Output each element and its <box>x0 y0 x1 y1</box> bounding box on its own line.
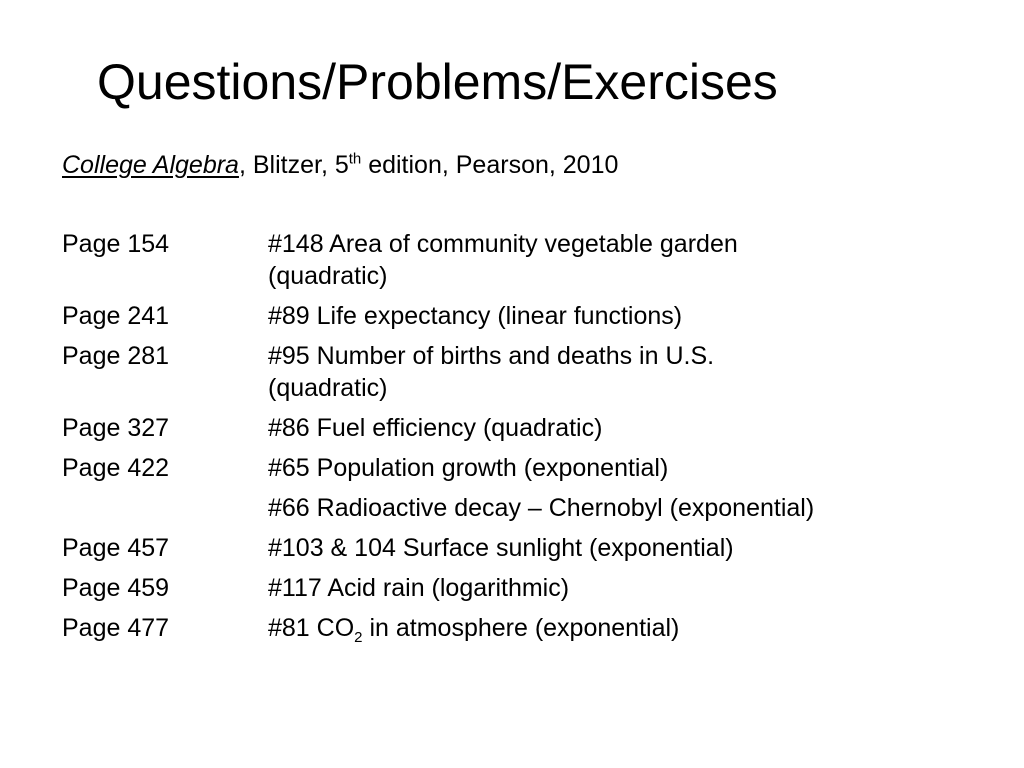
exercise-desc: #95 Number of births and deaths in U.S. (quadratic) <box>268 342 715 402</box>
page-ref: Page 459 <box>62 574 170 602</box>
page-ref: Page 422 <box>62 454 170 482</box>
edition-superscript: th <box>348 150 362 168</box>
exercise-row <box>62 452 982 484</box>
slide-title: Questions/Problems/Exercises <box>97 54 778 110</box>
exercise-row <box>62 228 982 292</box>
exercise-desc: #89 Life expectancy (linear functions) <box>268 302 683 330</box>
citation-publisher: edition, Pearson, 2010 <box>361 151 619 179</box>
book-title: College Algebra <box>62 151 239 179</box>
book-citation <box>62 147 618 183</box>
exercise-row <box>62 412 982 444</box>
exercise-desc: #117 Acid rain (logarithmic) <box>268 574 570 602</box>
exercise-row <box>62 532 982 564</box>
exercise-row <box>62 572 982 604</box>
page-ref: Page 457 <box>62 534 170 562</box>
exercise-desc: #103 & 104 Surface sunlight (exponential) <box>268 534 734 562</box>
exercise-list <box>62 228 982 652</box>
exercise-row <box>62 300 982 332</box>
page-ref: Page 154 <box>62 230 170 258</box>
exercise-desc: #66 Radioactive decay – Chernobyl (exponential) <box>268 494 815 522</box>
page-ref: Page 327 <box>62 414 170 442</box>
page-ref: Page 241 <box>62 302 170 330</box>
page-ref: Page 281 <box>62 342 170 370</box>
exercise-row <box>62 492 982 524</box>
subscript: 2 <box>354 629 363 646</box>
page-ref: Page 477 <box>62 614 170 642</box>
exercise-row <box>62 612 982 644</box>
citation-author: , Blitzer, 5 <box>238 151 349 179</box>
exercise-desc: #81 $CO_2$ in atmosphere (exponential) <box>268 614 680 646</box>
exercise-desc: #148 Area of community vegetable garden (quadratic) <box>268 230 738 290</box>
exercise-row <box>62 340 982 404</box>
exercise-desc: #65 Population growth (exponential) <box>268 454 669 482</box>
exercise-desc: #86 Fuel efficiency (quadratic) <box>268 414 603 442</box>
